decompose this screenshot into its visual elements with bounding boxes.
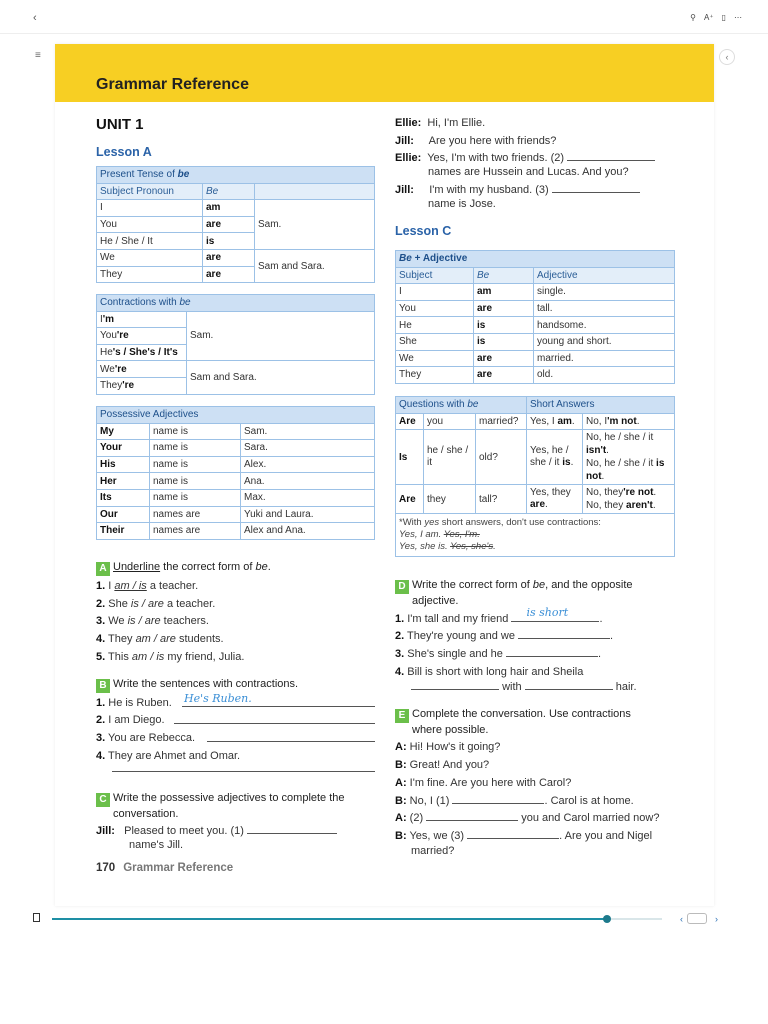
table-cell: No, I'm not.	[583, 413, 675, 430]
table-cell: are	[477, 303, 493, 315]
exercise-badge: D	[395, 580, 409, 594]
answer-blank[interactable]	[426, 811, 518, 821]
be-adjective-table	[395, 250, 675, 384]
more-icon[interactable]: ⋯	[734, 13, 742, 22]
table-cell: Yuki and Laura.	[241, 506, 375, 523]
table-cell: Max.	[241, 489, 375, 506]
table-cell: am	[206, 202, 221, 214]
table-cell: they	[424, 485, 476, 514]
table-cell: name is	[150, 489, 241, 506]
list-item: 1. He is Ruben.	[96, 697, 172, 709]
column-header: Be	[474, 267, 534, 284]
dialogue-line: A: Hi! How's it going?	[395, 741, 501, 753]
exercise-badge: E	[395, 709, 409, 723]
table-cell: is	[477, 336, 486, 348]
menu-icon[interactable]: ≡	[35, 50, 41, 61]
table-cell: His	[100, 459, 116, 471]
table-cell: old?	[476, 430, 527, 485]
table-cell: They're	[97, 377, 187, 394]
table-cell: name is	[150, 440, 241, 457]
progress-fill	[52, 918, 607, 920]
column-header: Questions with be	[396, 397, 527, 414]
exercise-d-heading: D Write the correct form of be, and the opposite adjective.	[395, 578, 633, 609]
table-cell: Sam and Sara.	[187, 361, 375, 394]
dialogue-line: Jill: Are you here with friends?	[395, 135, 557, 147]
dialogue-line: Ellie: Yes, I'm with two friends. (2)	[395, 151, 655, 165]
table-cell: names are	[150, 523, 241, 540]
toolbar-tools	[690, 13, 742, 22]
list-item: 3. She's single and he .	[395, 648, 602, 660]
table-cell: he / she / it	[424, 430, 476, 485]
list-item: 4. They are Ahmet and Omar.	[96, 750, 241, 762]
table-cell: Are	[399, 415, 416, 427]
dialogue-line: B: Great! And you?	[395, 759, 490, 771]
answer-blank[interactable]	[467, 829, 559, 839]
table-cell: You	[396, 300, 474, 317]
table-cell: Her	[100, 475, 117, 487]
table-cell: single.	[534, 284, 675, 301]
list-item: 4. They am / are students.	[96, 633, 224, 645]
reading-progress-bar[interactable]	[52, 918, 662, 920]
table-cell: They	[396, 367, 474, 384]
exercise-badge: A	[96, 562, 110, 576]
page-footer: 170 Grammar Reference	[96, 862, 234, 874]
table-cell: Sam.	[187, 311, 375, 361]
page-title: Grammar Reference	[96, 76, 249, 93]
table-cell: No, they're not. No, they aren't.	[583, 485, 675, 514]
table-cell: I'm	[97, 311, 187, 328]
table-cell: My	[100, 425, 114, 437]
table-cell: She	[396, 333, 474, 350]
answer-blank[interactable]	[511, 606, 599, 622]
lesson-a-heading: Lesson A	[96, 145, 152, 159]
table-cell: are	[206, 219, 222, 231]
exercise-badge: B	[96, 679, 110, 693]
table-caption: Be + Adjective	[396, 251, 675, 268]
answer-blank[interactable]	[452, 794, 544, 804]
table-cell: We	[396, 350, 474, 367]
table-caption: Present Tense of be	[97, 167, 375, 184]
table-cell: Ana.	[241, 473, 375, 490]
table-cell: tall?	[476, 485, 527, 514]
table-cell: He's / She's / It's	[97, 344, 187, 361]
handwritten-answer: He's Ruben.	[184, 692, 252, 705]
dialogue-line: married?	[411, 845, 455, 857]
table-caption: Contractions with be	[97, 295, 375, 312]
dialogue-line: Jill: Pleased to meet you. (1)	[96, 824, 337, 838]
dialogue-line: A: I'm fine. Are you here with Carol?	[395, 777, 572, 789]
table-cell: Its	[100, 492, 112, 504]
contractions-table	[96, 294, 375, 395]
dialogue-line: Jill: I'm with my husband. (3)	[395, 183, 640, 197]
next-page-icon[interactable]: ›	[715, 913, 718, 924]
table-cell: Sam.	[255, 200, 375, 250]
answer-blank[interactable]	[525, 680, 613, 690]
answer-line[interactable]	[207, 741, 375, 742]
table-cell: Their	[100, 525, 125, 537]
dialogue-line: name is Jose.	[428, 198, 496, 210]
answer-blank[interactable]	[567, 151, 655, 161]
column-header: Subject Pronoun	[97, 183, 203, 200]
table-cell: Yes, I am.	[527, 413, 583, 430]
list-item: 2. I am Diego.	[96, 714, 165, 726]
table-cell: is	[477, 319, 486, 331]
table-cell: They	[97, 266, 203, 283]
bookmark-icon[interactable]: ▯	[721, 13, 726, 22]
back-chevron-icon[interactable]: ‹	[33, 12, 37, 24]
table-cell: name is	[150, 473, 241, 490]
list-item: 1. I'm tall and my friend is short .	[395, 606, 603, 625]
table-cell: are	[206, 268, 222, 280]
table-cell: Yes, they are.	[527, 485, 583, 514]
exercise-badge: C	[96, 793, 110, 807]
answer-line[interactable]	[182, 706, 375, 707]
reader-toolbar	[0, 0, 768, 34]
table-cell: name is	[150, 423, 241, 440]
lesson-c-heading: Lesson C	[395, 224, 452, 238]
page-banner	[55, 44, 714, 102]
table-cell: He	[396, 317, 474, 334]
table-cell: We're	[97, 361, 187, 378]
table-cell: you	[424, 413, 476, 430]
progress-handle[interactable]	[603, 915, 611, 923]
exercise-e-heading: E Complete the conversation. Use contractions where possible.	[395, 707, 631, 738]
table-cell: No, he / she / it isn't. No, he / she / it is not.	[583, 430, 675, 485]
list-item: 4. Bill is short with long hair and Sheila	[395, 666, 584, 678]
prev-page-icon[interactable]: ‹	[680, 913, 683, 924]
column-header: Short Answers	[527, 397, 675, 414]
answer-blank[interactable]	[506, 647, 598, 657]
table-cell: Your	[100, 442, 123, 454]
answer-blank[interactable]	[247, 824, 337, 834]
table-cell: old.	[534, 367, 675, 384]
answer-option[interactable]: am / are	[135, 633, 176, 645]
list-item: 1. I am / is a teacher.	[96, 580, 199, 592]
table-cell: married?	[476, 413, 527, 430]
table-cell: Sam.	[241, 423, 375, 440]
answer-line[interactable]	[174, 723, 375, 724]
list-item: 3. You are Rebecca.	[96, 732, 196, 744]
exercise-c-heading: C Write the possessive adjectives to complete the conversation.	[96, 791, 345, 822]
list-item: 2. They're young and we .	[395, 630, 614, 642]
dialogue-line: names are Hussein and Lucas. And you?	[428, 166, 629, 178]
table-cell: is	[206, 235, 215, 247]
answer-line[interactable]	[112, 771, 375, 772]
text-size-icon[interactable]: A⁺	[704, 13, 714, 22]
table-cell: Are	[399, 493, 416, 505]
table-cell: He / She / It	[97, 233, 203, 250]
questions-table	[395, 396, 675, 557]
page-number-input[interactable]	[687, 913, 707, 924]
table-cell: are	[206, 252, 222, 264]
list-item-continuation: with hair.	[411, 680, 637, 694]
table-cell: tall.	[534, 300, 675, 317]
exercise-b-heading: B Write the sentences with contractions.	[96, 677, 298, 693]
column-header: Subject	[396, 267, 474, 284]
answer-blank[interactable]	[411, 680, 499, 690]
table-cell: names are	[150, 506, 241, 523]
answer-blank[interactable]	[552, 183, 640, 193]
next-page-circle-icon[interactable]: ‹	[719, 49, 735, 65]
table-cell: Our	[100, 508, 118, 520]
table-cell: Sam and Sara.	[255, 249, 375, 282]
column-header: Adjective	[534, 267, 675, 284]
table-cell: are	[477, 352, 493, 364]
column-header: Be	[203, 183, 255, 200]
dialogue-line: A: (2) you and Carol married now?	[395, 812, 660, 824]
answer-option[interactable]: is / are	[127, 615, 161, 627]
table-cell: Is	[399, 451, 408, 463]
table-cell: am	[477, 286, 492, 298]
table-cell: You	[97, 216, 203, 233]
table-cell: Alex.	[241, 456, 375, 473]
table-cell: Yes, he / she / it is.	[527, 430, 583, 485]
unit-heading: UNIT 1	[96, 116, 144, 133]
table-note: *With yes short answers, don't use contractions: Yes, I am. Yes, I'm. Yes, she is. Yes, she's.	[396, 514, 675, 557]
book-icon[interactable]	[33, 913, 40, 922]
list-item: 5. This am / is my friend, Julia.	[96, 651, 245, 663]
exercise-a-heading: A Underline the correct form of be.	[96, 560, 271, 576]
table-cell: We	[97, 249, 203, 266]
dialogue-line: B: Yes, we (3) . Are you and Nigel	[395, 830, 653, 842]
table-cell: Sara.	[241, 440, 375, 457]
table-cell: You're	[97, 328, 187, 345]
answer-option[interactable]: am / is	[131, 651, 165, 663]
table-cell: handsome.	[534, 317, 675, 334]
dialogue-line: Ellie: Hi, I'm Ellie.	[395, 117, 486, 129]
handwritten-answer: is short	[526, 606, 569, 619]
column-header	[255, 183, 375, 200]
table-cell: I	[97, 200, 203, 217]
list-item: 2. She is / are a teacher.	[96, 598, 216, 610]
answer-option[interactable]: is / are	[130, 598, 164, 610]
table-cell: Alex and Ana.	[241, 523, 375, 540]
answer-option[interactable]: am / is	[114, 580, 147, 592]
dialogue-line: name's Jill.	[129, 839, 184, 851]
table-cell: name is	[150, 456, 241, 473]
present-tense-table	[96, 166, 375, 283]
table-caption: Possessive Adjectives	[97, 407, 375, 424]
possessive-adjectives-table	[96, 406, 375, 540]
table-cell: are	[477, 369, 493, 381]
table-cell: young and short.	[534, 333, 675, 350]
dialogue-line: B: No, I (1) . Carol is at home.	[395, 795, 634, 807]
table-cell: I	[396, 284, 474, 301]
table-cell: married.	[534, 350, 675, 367]
page-navigator	[680, 913, 718, 924]
answer-blank[interactable]	[518, 629, 610, 639]
list-item: 3. We is / are teachers.	[96, 615, 209, 627]
search-icon[interactable]: ⚲	[690, 13, 697, 22]
